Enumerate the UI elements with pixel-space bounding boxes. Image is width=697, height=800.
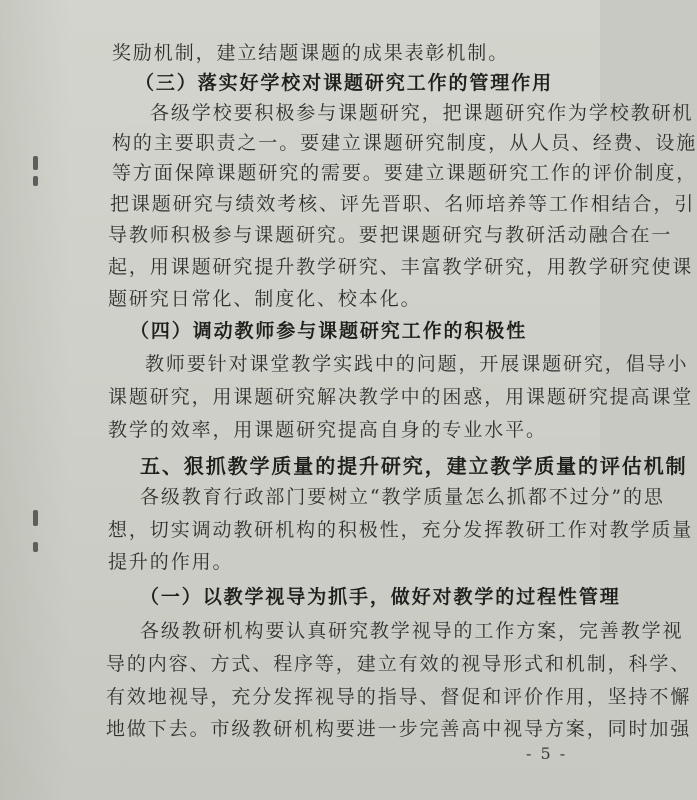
section-heading-1: （一）以教学视导为抓手，做好对教学的过程性管理 xyxy=(140,586,621,608)
page-number: - 5 - xyxy=(526,744,568,763)
body-line-13: 教学的效率，用课题研究提高自身的专业水平。 xyxy=(108,419,547,441)
body-line-19: 各级教研机构要认真研究教学视导的工作方案，完善教学视 xyxy=(140,620,684,642)
binding-hole-mark-bottom xyxy=(33,510,38,526)
body-line-21: 有效地视导，充分发挥视导的指导、督促和评价作用，坚持不懈 xyxy=(106,686,692,708)
body-line-3: 各级学校要积极参与课题研究，把课题研究作为学校教研机 xyxy=(150,102,694,124)
binding-hole-mark-top xyxy=(33,156,38,170)
chapter-heading-5: 五、狠抓教学质量的提升研究，建立教学质量的评估机制 xyxy=(140,454,688,478)
body-line-11: 教师要针对课堂教学实践中的问题，开展课题研究，倡导小 xyxy=(145,353,689,375)
body-line-15: 各级教育行政部门要树立“教学质量怎么抓都不过分”的思 xyxy=(140,486,665,508)
body-line-17: 提升的作用。 xyxy=(108,551,234,573)
body-line-8: 起，用课题研究提升教学研究、丰富教学研究，用教学研究使课 xyxy=(108,256,694,278)
body-line-12: 课题研究，用课题研究解决教学中的困惑，用课题研究提高课堂 xyxy=(108,386,694,408)
body-line-1: 奖励机制，建立结题课题的成果表彰机制。 xyxy=(112,42,510,64)
binding-hole-mark-bottom-lower xyxy=(33,542,38,552)
body-line-16: 想，切实调动教研机构的积极性，充分发挥教研工作对教学质量 xyxy=(108,519,694,541)
body-line-5: 等方面保障课题研究的需要。要建立课题研究工作的评价制度， xyxy=(112,162,697,184)
section-heading-4: （四）调动教师参与课题研究工作的积极性 xyxy=(130,320,528,342)
section-heading-3: （三）落实好学校对课题研究工作的管理作用 xyxy=(135,72,554,94)
body-line-22: 地做下去。市级教研机构要进一步完善高中视导方案，同时加强 xyxy=(106,718,692,740)
body-line-4: 构的主要职责之一。要建立课题研究制度，从人员、经费、设施 xyxy=(112,132,697,154)
body-line-9: 题研究日常化、制度化、校本化。 xyxy=(108,288,422,310)
body-line-20: 导的内容、方式、程序等，建立有效的视导形式和机制，科学、 xyxy=(106,653,692,675)
body-line-7: 导教师积极参与课题研究。要把课题研究与教研活动融合在一 xyxy=(108,224,673,246)
page-shadow xyxy=(0,0,70,800)
binding-hole-mark-top-lower xyxy=(33,176,38,186)
body-line-6: 把课题研究与绩效考核、评先晋职、名师培养等工作相结合，引 xyxy=(110,193,696,215)
